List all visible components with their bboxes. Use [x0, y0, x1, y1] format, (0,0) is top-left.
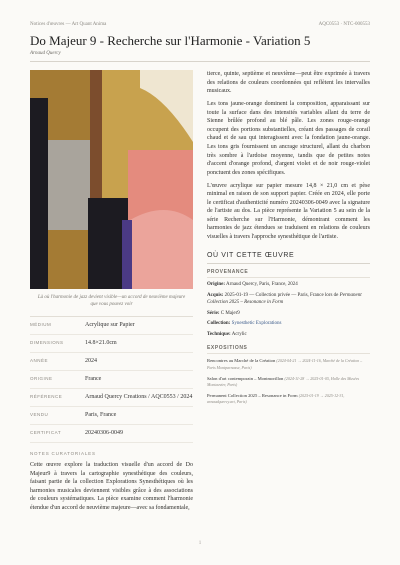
- spec-row: [30, 335, 193, 353]
- spec-label: MÉDIUM: [30, 322, 52, 327]
- paint-gray-block: [48, 140, 90, 230]
- spec-value: 2024: [85, 358, 97, 364]
- top-bar: [30, 22, 370, 32]
- technique-value: Acrylic: [231, 332, 247, 338]
- acquisition-label: Acquis:: [207, 292, 224, 298]
- provenance-divider: [207, 277, 370, 278]
- curatorial-notes-text: Cette œuvre explore la traduction visuelle d'un accord de Do Majeur9 à travers la cartographie synesthétique des couleurs, faisant partie de la collection Explorations Synesthétiques où les harmonies musicales deviennent visibles grâce à des associations de couleurs systématiques. La pièce examine comment l'harmonie étendue d'un accord de neuvième majeure—avec sa fondamentale,: [30, 462, 193, 511]
- origin-label: Origine:: [207, 282, 226, 288]
- collection-label: Collection:: [207, 321, 231, 327]
- body-paragraph: tierce, quinte, septième et neuvième—peut être exprimée à travers des relations de couleurs coordonnées qui reflètent les intervalles musicaux.: [207, 71, 370, 95]
- series-label: Série:: [207, 310, 220, 316]
- origin-value: Arnaud Quercy, Paris, France, 2024: [226, 282, 298, 288]
- spec-table: [30, 316, 193, 443]
- curatorial-notes-heading: NOTES CURATORIALES: [30, 451, 96, 456]
- acquisition-event: Permanent Collection 2025 – Resonance in Form: [207, 292, 362, 306]
- page-title: Do Majeur 9 - Recherche sur l'Harmonie - Variation 5: [30, 33, 311, 48]
- spec-value: Arnaud Quercy Creations / AQC0553 / 2024: [85, 394, 193, 400]
- exhibition-item: [207, 376, 370, 389]
- provenance-heading: PROVENANCE: [207, 268, 249, 275]
- exhibition-item: [207, 393, 370, 406]
- exhibition-item: [207, 358, 370, 371]
- exhibition-name: Rencontres au Marché de la Création: [207, 358, 276, 364]
- origin-line: [207, 281, 370, 288]
- acquisition-line: [207, 292, 370, 306]
- collection-line: [207, 320, 370, 327]
- location-divider: [207, 263, 370, 264]
- spec-row: [30, 425, 193, 443]
- body-paragraph: L'œuvre acrylique sur papier mesure 14,8 × 21,0 cm et pèse minimal en raison de son support papier. Créée en 2024, elle porte le certificat d'authenticité numéro 20240306-0049 avec la signature de l'artiste au dos. La pièce représente la Variation 5 au sein de la série Recherche sur l'Harmonie, démontrant comment les harmonies de jazz étendues se traduisent en relations de couleurs visuelles à travers l'approche synesthétique de l'artiste.: [207, 182, 370, 241]
- spec-label: DIMENSIONS: [30, 340, 64, 345]
- artist-name: Arnaud Quercy: [30, 51, 61, 56]
- exhibition-detail: (2024-11-28 → 2025-01-05, Halle des Musées Montauvier, Paris): [207, 375, 360, 388]
- spec-label: CERTIFICAT: [30, 430, 62, 435]
- spec-row: [30, 389, 193, 407]
- right-column: [207, 70, 370, 406]
- breadcrumb: Notices d'œuvres — Art Quant Anima: [30, 22, 107, 27]
- exhibition-name: Salon d'art contemporain – Montmorillon: [207, 375, 284, 381]
- spec-value: 20240306-0049: [85, 430, 123, 436]
- reference-code: AQC0553 · NTC-000553: [318, 22, 370, 27]
- spec-label: VENDU: [30, 412, 49, 417]
- page-number: 1: [198, 541, 202, 546]
- spec-row: [30, 317, 193, 335]
- exhibition-detail: (2025-01-19 → 2025-12-31, arnaudquercy.art, Paris): [207, 392, 345, 405]
- location-heading: OÙ VIT CETTE ŒUVRE: [207, 251, 295, 259]
- left-column: [30, 70, 193, 513]
- exhibitions-divider: [207, 353, 370, 354]
- spec-row: [30, 371, 193, 389]
- spec-row: [30, 353, 193, 371]
- exhibitions-heading: EXPOSITIONS: [207, 345, 248, 352]
- spec-row: [30, 407, 193, 425]
- paint-black-left: [30, 98, 48, 289]
- spec-value: France: [85, 376, 102, 382]
- paint-purple-strip: [122, 220, 132, 289]
- header-divider: [30, 61, 370, 62]
- artwork-caption: Là où l'harmonie de jazz devient visible—un accord de neuvième majeure que vous pouvez voir: [37, 295, 186, 307]
- body-paragraph: Les tons jaune-orange dominent la composition, apparaissant sur toute la surface dans des intensités variables allant du terre de Sienne brûlée profond au blé pâle. Les zones rouge-orange occupent des portions substantielles, créant des passages de corail chaud et de sau qui interagissent avec la fondation jaune-orange. Les tons gris fournissent un ancrage structurel, allant du charbon très sombre à l'ardoise moyenne, tandis que de petites notes d'accent d'orange profond, d'argent violet et de noir rouge-violet ponctuent des zones spécifiques.: [207, 100, 370, 176]
- spec-value: Acrylique sur Papier: [85, 322, 135, 328]
- description-body: [207, 70, 370, 242]
- spec-value: Paris, France: [85, 412, 117, 418]
- spec-label: ORIGINE: [30, 376, 53, 381]
- exhibition-name: Permanent Collection 2025 – Resonance in Form: [207, 392, 298, 398]
- series-line: [207, 310, 370, 317]
- spec-value: 14.8×21.0cm: [85, 340, 117, 346]
- acquisition-value: 2025-01-19 — Collection privée — Paris, France lors de: [224, 292, 339, 298]
- technique-line: [207, 331, 370, 338]
- paint-pink-arc: [130, 210, 193, 289]
- exhibition-detail: (2024-04-21 → 2024-11-16, Marché de la Création – Paris Montparnasse, Paris): [207, 358, 363, 370]
- spec-label: RÉFÉRENCE: [30, 394, 63, 399]
- collection-link[interactable]: Synesthetic Explorations: [231, 321, 282, 327]
- technique-label: Technique:: [207, 332, 231, 338]
- series-value: C Majer9: [220, 310, 240, 316]
- spec-label: ANNÉE: [30, 358, 49, 363]
- artwork-image: [30, 70, 193, 289]
